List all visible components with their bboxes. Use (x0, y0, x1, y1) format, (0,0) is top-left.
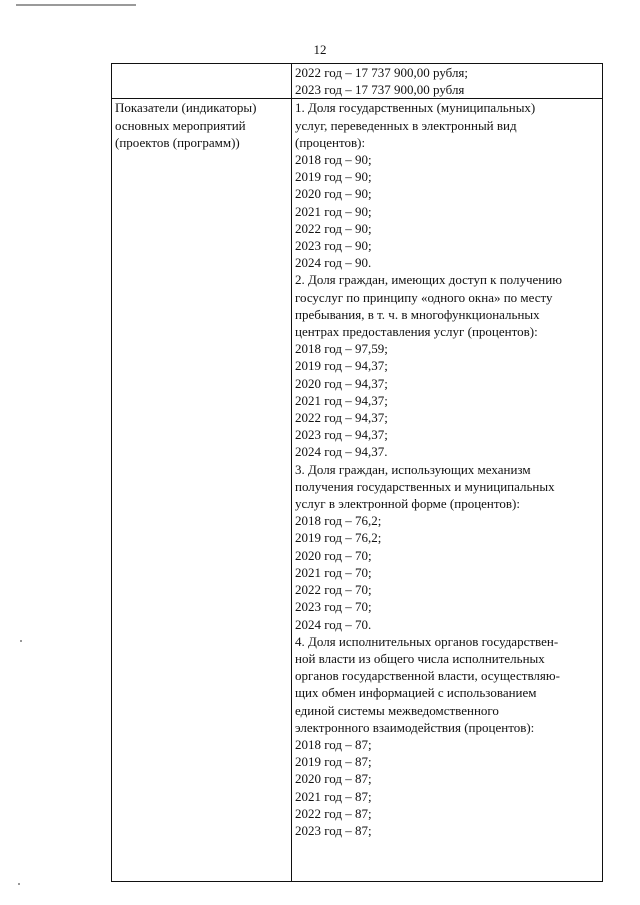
text-line: 2018 год – 97,59; (295, 341, 388, 357)
text-line: 2022 год – 70; (295, 582, 372, 598)
text-line: ной власти из общего числа исполнительных (295, 650, 545, 666)
text-line: услуг в электронной форме (процентов): (295, 496, 520, 512)
table-row (112, 64, 603, 99)
text-line: органов государственной власти, осуществляю- (295, 668, 560, 684)
text-line: 1. Доля государственных (муниципальных) (295, 100, 536, 116)
text-line: 2022 год – 94,37; (295, 410, 388, 426)
text-line: 2024 год – 90. (295, 255, 372, 271)
text-line: 2021 год – 94,37; (295, 392, 388, 408)
label-line: (проектов (программ)) (115, 134, 240, 150)
text-line: услуг, переведенных в электронный вид (295, 117, 517, 133)
text-line: 2022 год – 87; (295, 805, 372, 821)
text-line: 2020 год – 70; (295, 547, 372, 563)
text-line: 2021 год – 70; (295, 564, 372, 580)
page-number: 12 (313, 42, 327, 57)
text-line: 2024 год – 70. (295, 616, 372, 632)
text-line: 2. Доля граждан, имеющих доступ к получению (295, 272, 562, 288)
passport-table (111, 63, 603, 882)
text-line: 2022 год – 90; (295, 220, 372, 236)
text-line: 2021 год – 87; (295, 788, 372, 804)
text-line: получения государственных и муниципальных (295, 478, 555, 494)
text-line: 2019 год – 90; (295, 169, 372, 185)
text-line: 2019 год – 94,37; (295, 358, 388, 374)
text-line: 2018 год – 76,2; (295, 513, 382, 529)
scan-speck (20, 640, 22, 642)
text-line: 2020 год – 87; (295, 771, 372, 787)
text-line: 2020 год – 94,37; (295, 375, 388, 391)
text-line: 2021 год – 90; (295, 203, 372, 219)
scan-edge-mark (16, 4, 136, 6)
text-line: 2023 год – 90; (295, 238, 372, 254)
text-line: 2023 год – 87; (295, 822, 372, 838)
row1-label-cell (112, 64, 292, 99)
table-row (112, 99, 603, 882)
row2-label-cell (112, 99, 292, 882)
text-line: 3. Доля граждан, использующих механизм (295, 461, 531, 477)
label-line: Показатели (индикаторы) (115, 100, 257, 116)
text-line: 2023 год – 70; (295, 599, 372, 615)
text-line: 2018 год – 90; (295, 152, 372, 168)
text-line: 2019 год – 87; (295, 754, 372, 770)
text-line: 2024 год – 94,37. (295, 444, 388, 460)
text-line: 4. Доля исполнительных органов государствен- (295, 633, 559, 649)
text-line: центрах предоставления услуг (процентов): (295, 324, 538, 340)
row2-value-cell (292, 99, 603, 882)
label-line: основных мероприятий (115, 117, 246, 133)
row1-value-cell (292, 64, 603, 99)
text-line: электронного взаимодействия (процентов): (295, 719, 535, 735)
text-line: (процентов): (295, 134, 366, 150)
text-line: 2020 год – 90; (295, 186, 372, 202)
text-line: 2018 год – 87; (295, 736, 372, 752)
text-line: 2023 год – 94,37; (295, 427, 388, 443)
text-line: пребывания, в т. ч. в многофункциональных (295, 306, 540, 322)
text-line: 2022 год – 17 737 900,00 рубля; (295, 65, 469, 80)
text-line: 2019 год – 76,2; (295, 530, 382, 546)
scan-speck (18, 883, 20, 885)
text-line: единой системы межведомственного (295, 702, 499, 718)
text-line: щих обмен информацией с использованием (295, 685, 537, 701)
text-line: госуслуг по принципу «одного окна» по месту (295, 289, 553, 305)
text-line: 2023 год – 17 737 900,00 рубля (295, 82, 465, 98)
